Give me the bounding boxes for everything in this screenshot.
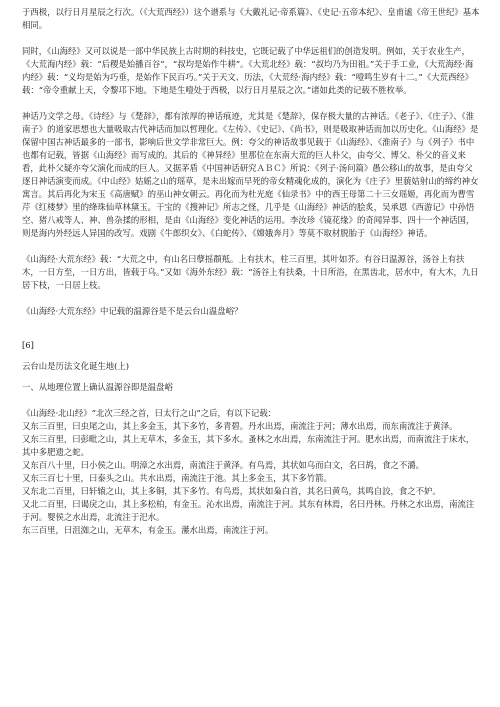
text-paragraph: 又东百八十里，曰小侯之山。明漳之水出焉，南流注于黄泽。有鸟焉，其状如乌而白文，名曰鸪，食之不灂。 xyxy=(22,460,424,470)
paragraph-spacer xyxy=(22,394,480,407)
text-paragraph: 神话乃文学之母。《诗经》与《楚辞》，都有浓厚的神话痕迹，尤其是《楚辞》，保存极大量的古神话。《老子》、《庄子》、《淮南子》的道家思想也大量吸取古代神话而加以哲理化。《左传》、《史记》、《尚书》，则是吸取神话而加以历史化。《山海经》是保留中国古神话最多的一部书，影响后世文学非常巨大。例：夸父的神话故事见载于《山海经》、《淮南子》与《列子》书中也都有记载，皆据《山海经》而写成的。其后的《神异经》里那位在东南大荒的巨人朴父，由夸父、博父、朴父的音义来看，此朴父疑亦夸父演化而成的巨人。又据茅盾《中国神话研究ＡＢＣ》所说：《列子·汤问篇》愚公移山的故事，是由夸父逐日神话演变而成。《中山经》姑媱之山的瑶草，是未出嫁而早死的帝女精魂化成的，演化为《庄子》里藐姑射山的缔约神女寓言。其后再化为宋玉《高唐赋》的巫山神女朝云。再化而为杜光庭《仙录书》中的西王母第二十三女瑶姬，再化而为曹雪芹《红楼梦》里的绛珠仙草林黛玉。干宝的《搜神记》所志之怪，几乎是《山海经》神话的脍炙，吴承恩《西游记》中孙悟空、猪八戒等人、神、兽杂揉的形相，是由《山海经》变化神话的运用。李汝珍《镜花缘》的奇闻异事、四十一个神话国，则是海内外经远人异国的改写。戏剧《牛郎织女》、《白蛇传》、《嫦娥奔月》等莫不取材脱胎于《山海经》神话。 xyxy=(22,111,479,238)
text-paragraph: 又东北二百里，曰轩辕之山，其上多铜，其下多竹。有鸟焉，其状如枭白首，其名曰黄鸟，其鸣自詨，食之不妒。 xyxy=(22,486,441,496)
paragraph-spacer xyxy=(22,240,480,253)
text-paragraph: 东三百里，曰沮洳之山，无草木，有金玉。濝水出焉，南流注于河。 xyxy=(22,525,274,535)
text-paragraph: 又东三百里，曰虫尾之山，其上多金玉，其下多竹，多青碧。丹水出焉，南流注于河；薄水出焉，而东南流注于黄泽。 xyxy=(22,421,458,431)
text-paragraph: 《山海经·大荒东经》中记载的温源谷是不是云台山温盘峪？ xyxy=(22,306,243,316)
text-paragraph: 同时，《山海经》又可以说是一部中华民族上古时期的科技史，它既记载了中华远祖们的创造发明。例如，关于农业生产，《大荒海内经》载：“后稷是始播百谷”，“叔均是始作牛耕”。《大荒北经》载：“叔均乃为田祖。”关于手工业，《大荒海经·海内经》载：“义均是始为巧垂，是始作下民百巧。”关于天文、历法，《大荒经·海内经》载：“噎鸣生岁有十二。”《大荒西经》载：“帝令重献上天，令黎邛下地。下地是生噎处于西极，以行日月星辰之次。”诸如此类的记载不胜枚举。 xyxy=(22,46,474,95)
paragraph-spacer xyxy=(22,373,480,381)
text-paragraph: 又东三百七十里，曰泰头之山。共水出焉，南流注于池。其上多金玉，其下多竹箭。 xyxy=(22,473,332,483)
text-paragraph: 《山海经·北山经》“北次三经之首，曰太行之山”之后，有以下记载： xyxy=(22,408,277,418)
paragraph-spacer xyxy=(22,97,480,110)
paragraph-spacer xyxy=(22,318,480,331)
text-paragraph: 一、从地理位置上确认温源谷即是温盘峪 xyxy=(22,382,173,392)
text-paragraph: [6] xyxy=(22,340,34,350)
text-paragraph: 《山海经·大荒东经》载：“大荒之中，有山名曰孽摇頵羝。上有扶木，柱三百里，其叶如芥。有谷曰温源谷，汤谷上有扶木，一日方至，一日方出，皆载于乌。”又如《海外东经》载：“汤谷上有扶桑，十日所浴，在黑齿北，居水中，有大木，九日居下枝，一日居上枝。 xyxy=(22,254,479,290)
text-paragraph: 于西极，以行日月星辰之行次。（《大荒西经》）这个谱系与《大戴礼记·帝系篇》、《史记·五帝本纪》、皇甫谧《帝王世纪》基本相同。 xyxy=(22,7,480,30)
paragraph-spacer xyxy=(22,331,480,339)
text-paragraph: 云台山是历法文化诞生地(上) xyxy=(22,361,130,371)
paragraph-spacer xyxy=(22,32,480,45)
paragraph-spacer xyxy=(22,352,480,360)
text-paragraph: 又东三百里，曰彭毗之山，其上无草木，多金玉，其下多水。蚤林之水出焉，东南流注于河。肥水出焉，而南流注于床水，其中多肥遗之蛇。 xyxy=(22,434,475,457)
paragraph-spacer xyxy=(22,292,480,305)
text-paragraph: 又北二百里，曰谒戾之山，其上多松柏，有金玉。沁水出焉，南流注于河。其东有林焉，名曰丹林。丹林之水出焉，南流注于河。婴侯之水出焉，北流注于汜水。 xyxy=(22,499,475,522)
